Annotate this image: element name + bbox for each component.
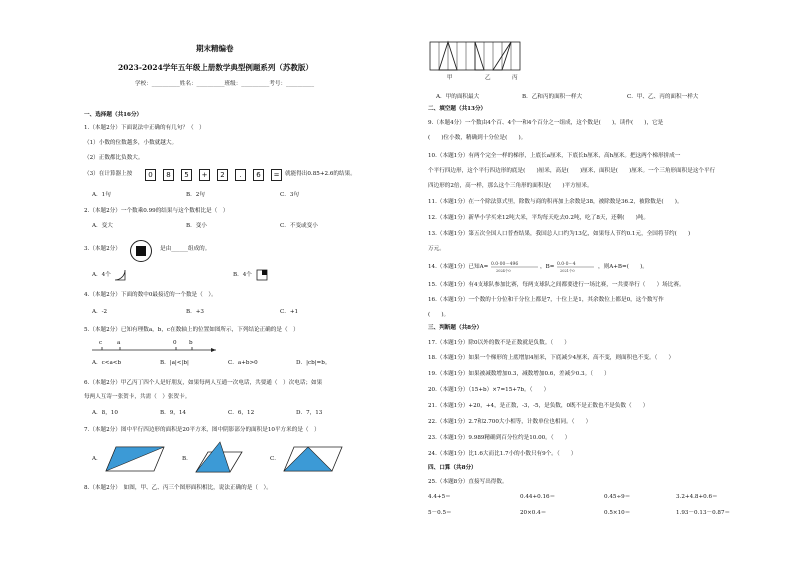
question-14-mid: ，B=: [540, 264, 555, 270]
q6-option-d[interactable]: D．7，13: [296, 410, 323, 416]
q6-option-b[interactable]: B．9，14: [160, 410, 186, 416]
axis-label-b: b: [189, 340, 193, 346]
figure-label-bing: 丙: [512, 75, 518, 81]
calc-item[interactable]: 0.5×10＝: [604, 510, 631, 516]
calculator-key: 5: [181, 169, 192, 181]
quarter-circle-icon: [114, 269, 126, 281]
student-info-line[interactable]: 学校：__________姓名：__________班级：__________考号：__________: [135, 81, 315, 87]
calc-item[interactable]: 20×0.4＝: [520, 510, 547, 516]
question-1-statement-3-tail: 就能得出0.85+2.6的结果。: [285, 171, 356, 177]
calc-item[interactable]: 1.93－0.13－0.87＝: [676, 510, 731, 516]
calculator-key: 0: [145, 169, 156, 181]
svg-text:0.0·00···496: 0.0·00···496: [491, 262, 519, 267]
calc-item[interactable]: 0.44+0.16＝: [520, 494, 556, 500]
question-22: 22.（本题1分）2.7和2.700大小相等，计数单位也相同。（ ）: [428, 419, 592, 425]
axis-label-0: 0: [173, 340, 177, 346]
q4-option-b[interactable]: B．+3: [186, 309, 204, 315]
question-21: 21.（本题1分）+20，+4，是正数，-3，-5，是负数，0既不是正数也不是负数（ ）: [428, 403, 649, 409]
question-10-line-3: 四边形的2倍，高一样，那么这个三角形的面积是( )平方厘米。: [428, 183, 593, 189]
q2-option-b[interactable]: B．变小: [186, 223, 207, 229]
question-13-line-1: 13.（本题1分）第五次全国人口普查结果，我国总人口约为13亿，如果每人节约0.1元，全国将节约( ): [428, 231, 691, 237]
q7-option-c[interactable]: C．: [270, 456, 280, 462]
question-11: 11.（本题1分）在一个除法算式里，除数与商的积再加上余数是38，被除数是36.2，被除数是( )。: [428, 199, 683, 205]
section-fill-heading: 二、填空题（共13分）: [428, 106, 487, 112]
q4-option-c[interactable]: C．+1: [280, 309, 299, 315]
calculator-key: .: [235, 169, 246, 181]
q5-option-c[interactable]: C．a+b>0: [228, 360, 258, 366]
calculator-key: 2: [217, 169, 228, 181]
q6-option-c[interactable]: C．6，12: [228, 410, 255, 416]
q2-option-a[interactable]: A．变大: [92, 223, 113, 229]
question-23: 23.（本题1分）9.989精确到百分位约是10.00。（ ）: [428, 435, 571, 441]
q1-option-b[interactable]: B．2句: [186, 192, 205, 198]
question-25: 25.（本题8分）直接写出得数。: [428, 479, 508, 485]
number-line: [90, 340, 220, 358]
section-choice-heading: 一、选择题（共16分）: [84, 112, 143, 118]
svg-text:0.0·0···4: 0.0·0···4: [557, 262, 576, 267]
question-8: 8.（本题2分） 如图，甲、乙、丙三个图形面积相比，说法正确的是（ ）。: [84, 485, 272, 491]
figure-label-yi: 乙: [485, 75, 491, 81]
axis-label-a: a: [117, 340, 121, 346]
question-3-tail: 是由______组成的。: [160, 246, 211, 252]
question-20: 20.（本题1分）（15+b）×7=15+7b。（ ）: [428, 387, 550, 393]
question-1-statement-3: （3）在计算器上按: [84, 171, 133, 177]
svg-text:2024个0: 2024个0: [496, 269, 511, 273]
calc-item[interactable]: 3.2+4.8+0.6＝: [676, 494, 718, 500]
q5-option-d[interactable]: D．|cb|=b。: [296, 360, 331, 366]
q8-option-b[interactable]: B．乙和丙的面积一样大: [522, 94, 583, 100]
axis-label-c: c: [99, 340, 103, 346]
parallelogram-figure-a: [104, 445, 166, 473]
question-13-line-2: 万元。: [428, 246, 445, 252]
question-10-line-2: 个平行四边形，这个平行四边形的底是( )厘米，高是( )厘米，面积是( )厘米。一个三角形面积是这个平行: [428, 168, 716, 174]
q7-option-a[interactable]: A．: [92, 456, 102, 462]
q8-option-a[interactable]: A．甲的面积最大: [436, 94, 480, 100]
question-7: 7.（本题2分）图中平行四边形的面积是20平方米，图中阴影部分的面积是10平方米的是（ ）: [84, 427, 320, 433]
question-9-line-1: 9.（本题4分）一个数由4个百、4个一和4个百分之一组成，这个数是( )，读作( )，它是: [428, 120, 664, 126]
calculator-key: =: [271, 169, 282, 181]
question-3: 3.（本题2分）: [84, 246, 121, 252]
q14-expression-b-image: [556, 259, 596, 273]
question-15: 15.（本题1分）有4支球队参加比赛，每两支球队之间都要进行一场比赛，一共要举行（ ）场比赛。: [428, 282, 685, 288]
question-17: 17.（本题1分）除0以外的数不是正数就是负数。（ ）: [428, 340, 570, 346]
calculator-key: 8: [163, 169, 174, 181]
calc-item[interactable]: 0.45÷9＝: [604, 494, 631, 500]
q5-option-b[interactable]: B．|a|<|b|: [160, 360, 189, 366]
q8-option-c[interactable]: C．甲、乙、丙的面积一样大: [627, 94, 699, 100]
calculator-key: +: [199, 169, 210, 181]
calculator-key: 6: [253, 169, 264, 181]
q1-option-a[interactable]: A．1句: [92, 192, 111, 198]
parallelogram-figure-c: [282, 445, 344, 473]
question-9-line-2: ( )位小数，精确到十分位是( )。: [428, 135, 527, 141]
exam-title: 期末精编卷: [196, 44, 234, 53]
question-18: 18.（本题1分）如果一个梯形的上底增加4厘米，下底减少4厘米，高不变，则面积也不变。（ ）: [428, 355, 675, 361]
question-12: 12.（本题1分）新华小学买来12吨大米，平均每天吃去0.2吨，吃了8天，还剩( )吨。: [428, 215, 649, 221]
question-6-line-1: 6.（本题2分）甲乙丙丁四个人是好朋友，如果每两人互通一次电话，共要通（ ）次电话；如果: [84, 380, 323, 386]
q8-figure-three-shapes: [429, 40, 521, 76]
question-6-line-2: 每两人互寄一张贺卡，共需（ ）张贺卡。: [84, 394, 191, 400]
quarter-square-icon: [256, 269, 268, 281]
calc-item[interactable]: 5－0.5＝: [428, 510, 452, 516]
question-10-line-1: 10.（本题1分）有两个完全一样的梯形，上底长a厘米，下底长b厘米，高h厘米。把这两个梯形拼成一: [428, 153, 681, 159]
q4-option-a[interactable]: A．-2: [92, 309, 108, 315]
q7-option-b[interactable]: B．: [182, 456, 192, 462]
question-2: 2.（本题2分）一个数乘0.99的结果与这个数相比是（ ）: [84, 208, 229, 214]
q3-option-b[interactable]: B．4个: [233, 272, 252, 278]
q6-option-a[interactable]: A．8，10: [92, 410, 118, 416]
question-16-line-2: ( )。: [428, 312, 450, 318]
question-1-statement-1: （1）小数的位数越多，小数就越大。: [84, 140, 178, 146]
question-16-line-1: 16.（本题1分）一个数的十分位和千分位上都是7，十位上是1，其余数位上都是0，这个数写作: [428, 297, 664, 303]
question-4: 4.（本题2分）下面的数中0最接近的一个数是（ ）。: [84, 292, 217, 298]
question-24: 24.（本题1分）比1.6大而比1.7小的小数只有9个。（ ）: [428, 451, 577, 457]
question-5: 5.（本题2分）已知有理数a，b，c在数轴上的位置如图所示，下列结论正确的是（ ）: [84, 327, 299, 333]
question-19: 19.（本题1分）如果被减数增加0.3，减数增加0.6，差减少0.3。（ ）: [428, 371, 610, 377]
q5-option-a[interactable]: A．c<a<b: [92, 360, 122, 366]
question-14-start: 14.（本题1分）已知A=: [428, 264, 489, 270]
fraction-circle-figure: [130, 240, 152, 262]
figure-label-jia: 甲: [447, 75, 453, 81]
exam-subtitle: 2023-2024学年五年级上册数学典型例题系列（苏教版）: [118, 63, 313, 72]
q2-option-c[interactable]: C．不变或变小: [280, 223, 318, 229]
parallelogram-figure-b: [194, 440, 244, 474]
section-oral-heading: 四、口算（共8分）: [428, 465, 477, 471]
q3-option-a[interactable]: A．4个: [92, 272, 111, 278]
question-14-end: ，则A+B=( )。: [598, 264, 648, 270]
q1-option-c[interactable]: C．3句: [280, 192, 300, 198]
calc-item[interactable]: 4.4+5＝: [428, 494, 451, 500]
question-1-statement-2: （2）正数都比负数大。: [84, 155, 144, 161]
section-judge-heading: 三、判断题（共8分）: [428, 325, 483, 331]
q14-expression-a-image: [490, 259, 540, 273]
svg-text:2021个0: 2021个0: [560, 269, 575, 273]
question-1: 1.（本题2分）下面说法中正确的有几句？（ ）: [84, 125, 205, 131]
